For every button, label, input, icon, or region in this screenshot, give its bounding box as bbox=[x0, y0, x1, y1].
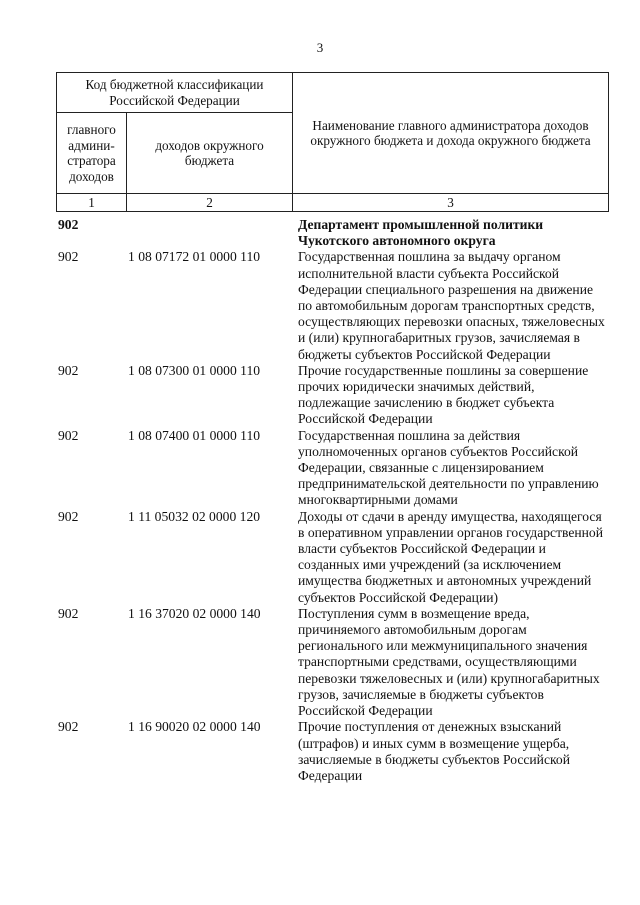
income-name: Государственная пошлина за действия уполномоченных органов субъектов Российской Федерации, связанные с лицензированием предпринимательской деятельности по управлению многоквартирными домами bbox=[298, 427, 599, 508]
income-code: 1 11 05032 02 0000 120 bbox=[128, 508, 261, 524]
header-col3-title: Наименование главного администратора доходов окружного бюджета и дохода окружного бюджета bbox=[293, 73, 609, 194]
table-row bbox=[56, 428, 608, 509]
admin-code: 902 bbox=[58, 605, 79, 621]
income-code bbox=[126, 217, 294, 249]
table-row bbox=[56, 217, 608, 249]
header-col1-title: главного админи-стратора доходов bbox=[57, 113, 127, 194]
income-code: 1 16 37020 02 0000 140 bbox=[128, 605, 261, 621]
income-code: 1 16 90020 02 0000 140 bbox=[128, 719, 261, 735]
income-code: 1 08 07300 01 0000 110 bbox=[128, 362, 261, 378]
income-name: Прочие поступления от денежных взысканий (штрафов) и иных сумм в возмещение ущерба, зачисляемые в бюджеты субъектов Российской Федерации bbox=[298, 719, 570, 783]
column-number: 3 bbox=[293, 194, 609, 212]
admin-code: 902 bbox=[58, 427, 79, 443]
header-table bbox=[56, 72, 609, 212]
income-name: Поступления сумм в возмещение вреда, причиняемого автомобильным дорогам регионального или межмуниципального значения транспортными средствами, осуществляющими перевозки тяжеловесных и (или) крупногабаритных грузов, зачисляемые в бюджеты субъектов Российской Федерации bbox=[298, 605, 600, 719]
table-row bbox=[56, 509, 608, 606]
column-number: 1 bbox=[57, 194, 127, 212]
admin-code: 902 bbox=[58, 362, 79, 378]
income-name: Департамент промышленной политики Чукотского автономного округа bbox=[298, 217, 544, 249]
income-code: 1 08 07400 01 0000 110 bbox=[128, 427, 261, 443]
table-row bbox=[56, 249, 608, 362]
admin-code: 902 bbox=[58, 719, 79, 735]
income-name: Доходы от сдачи в аренду имущества, находящегося в оперативном управлении органов государственной власти субъектов Российской Федерации и созданных ими учреждений (за исключением имущества бюджетных и автономных учреждений субъектов Российской Федерации) bbox=[298, 508, 604, 605]
header-col2-title: доходов окружного бюджета bbox=[127, 113, 293, 194]
table-row bbox=[56, 719, 608, 784]
admin-code: 902 bbox=[58, 249, 79, 265]
income-name: Государственная пошлина за выдачу органом исполнительной власти субъекта Российской Федерации специального разрешения на движение по автомобильным дорогам транспортных средств, осуществляющих перевозки опасных, тяжеловесных и (или) крупногабаритных грузов, зачисляемая в бюджеты субъектов Российской Федерации bbox=[298, 249, 605, 362]
table-row bbox=[56, 363, 608, 428]
page-number: 3 bbox=[316, 40, 324, 55]
header-group-title: Код бюджетной классификации Российской Федерации bbox=[57, 73, 293, 113]
table-row bbox=[56, 606, 608, 719]
admin-code: 902 bbox=[58, 508, 79, 524]
income-code: 1 08 07172 01 0000 110 bbox=[128, 249, 261, 265]
income-name: Прочие государственные пошлины за совершение прочих юридически значимых действий, подлежащие зачислению в бюджет субъекта Российской Федерации bbox=[298, 362, 589, 427]
table-body bbox=[56, 217, 608, 784]
column-number: 2 bbox=[127, 194, 293, 212]
admin-code: 902 bbox=[58, 217, 79, 232]
